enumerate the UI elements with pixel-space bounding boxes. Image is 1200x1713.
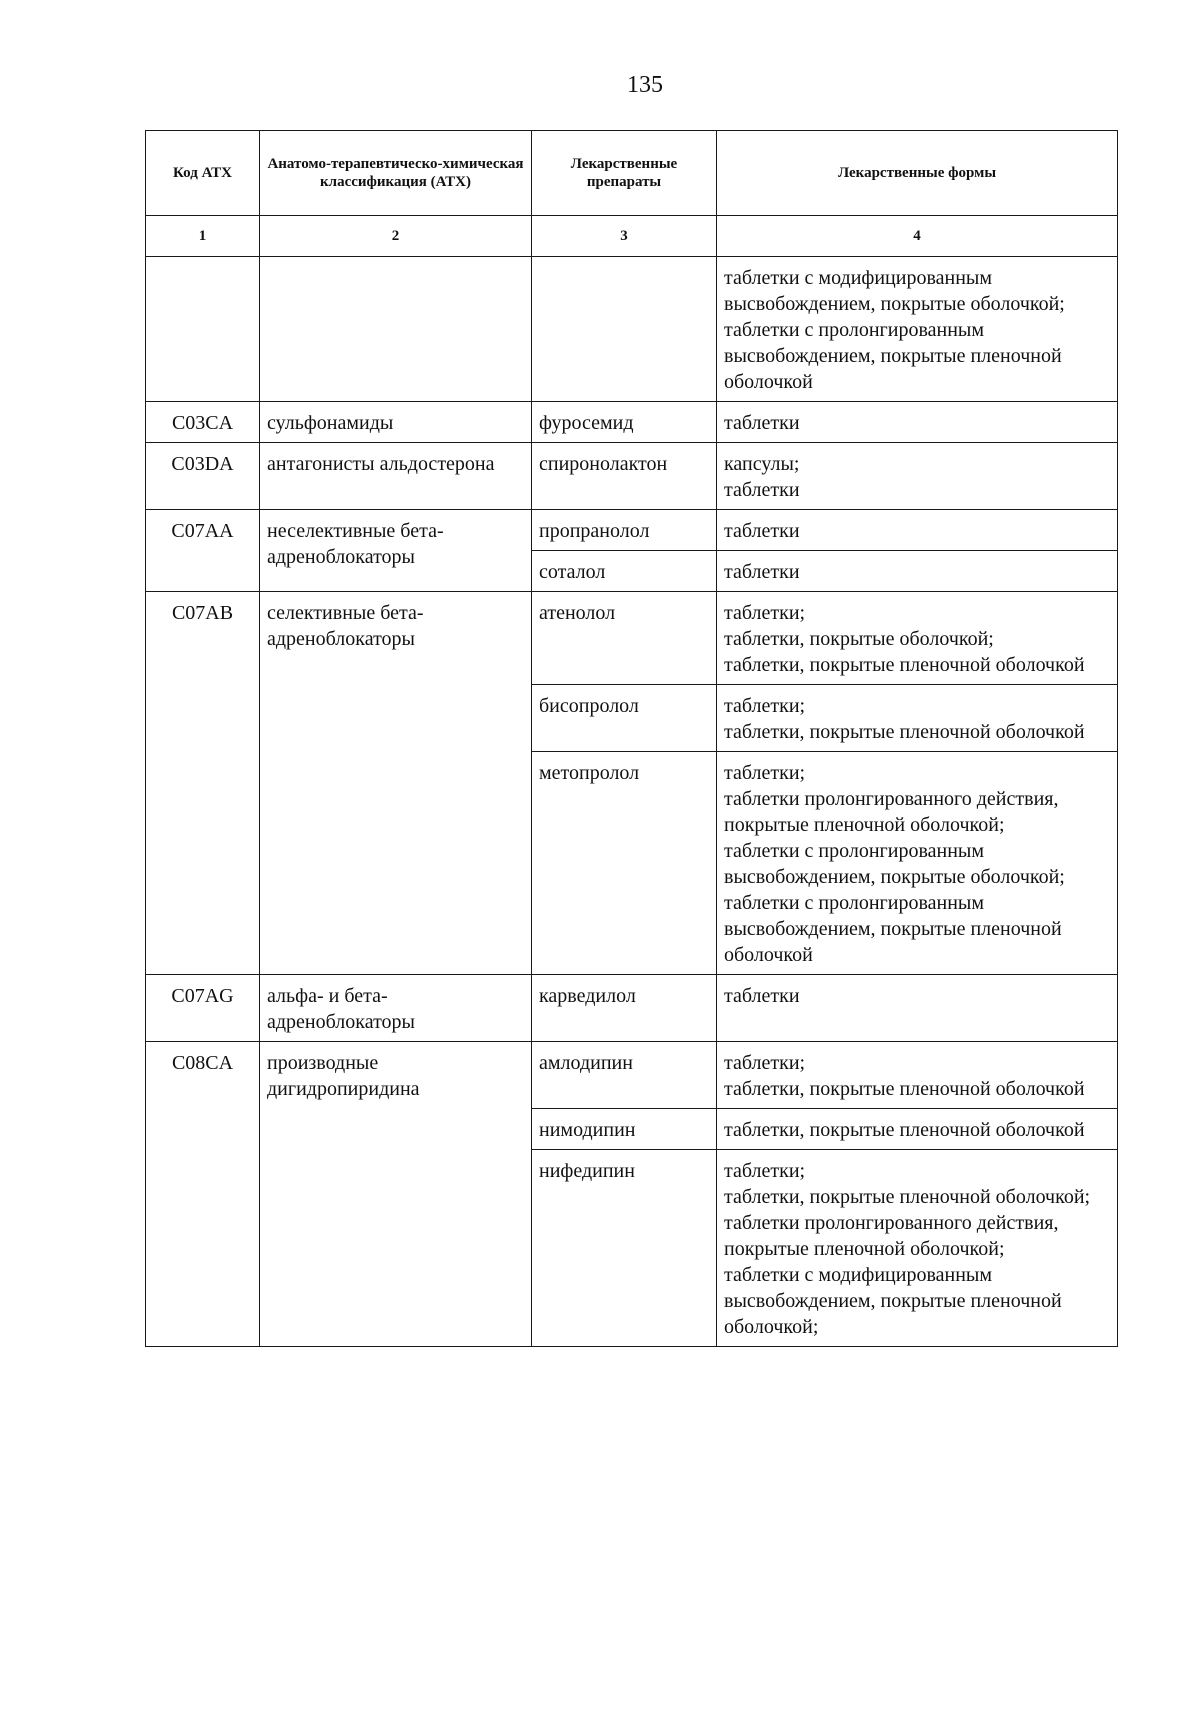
atx-class-cell: антагонисты альдостерона (260, 443, 532, 510)
dosage-form: таблетки (724, 479, 800, 501)
dosage-forms-cell (717, 1150, 1118, 1347)
dosage-form: таблетки (724, 412, 800, 434)
atx-code-cell: C07AB (146, 592, 260, 975)
dosage-form: таблетки с модифицированным высвобождением, покрытые пленочной оболочкой; (724, 1264, 1062, 1338)
drug-name-cell: пропранолол (532, 510, 717, 551)
dosage-form: капсулы; (724, 453, 800, 475)
atx-drug-table (145, 130, 1118, 1347)
dosage-forms-cell (717, 257, 1118, 402)
dosage-forms-cell (717, 592, 1118, 685)
empty-cell (532, 257, 717, 402)
header-atx-code: Код АТХ (146, 131, 260, 216)
dosage-forms-cell (717, 443, 1118, 510)
column-number: 1 (146, 216, 260, 257)
column-number-row (146, 216, 1118, 257)
continuation-row (146, 257, 1118, 402)
dosage-form: таблетки; (724, 695, 806, 717)
atx-code-cell: C03CA (146, 402, 260, 443)
atx-class-cell: сульфонамиды (260, 402, 532, 443)
dosage-form: таблетки с пролонгированным высвобождением, покрытые пленочной оболочкой (724, 319, 1062, 393)
atx-code-cell: C07AG (146, 975, 260, 1042)
table-header-row (146, 131, 1118, 216)
empty-cell (146, 257, 260, 402)
dosage-form: таблетки (724, 561, 800, 583)
atx-class-cell: неселективные бета-адреноблокаторы (260, 510, 532, 592)
table-row (146, 975, 1118, 1042)
atx-class-cell: производные дигидропиридина (260, 1042, 532, 1347)
column-number: 4 (717, 216, 1118, 257)
drug-name-cell: карведилол (532, 975, 717, 1042)
dosage-form: таблетки, покрытые пленочной оболочкой (724, 1078, 1085, 1100)
table-row (146, 402, 1118, 443)
page-number: 135 (627, 72, 663, 98)
atx-class-cell: селективные бета-адреноблокаторы (260, 592, 532, 975)
dosage-forms-cell (717, 685, 1118, 752)
dosage-form: таблетки; (724, 762, 806, 784)
drug-name-cell: метопролол (532, 752, 717, 975)
column-number: 3 (532, 216, 717, 257)
dosage-forms-cell (717, 975, 1118, 1042)
empty-cell (260, 257, 532, 402)
column-number: 2 (260, 216, 532, 257)
atx-code-cell: C07AA (146, 510, 260, 592)
header-drugs: Лекарственные препараты (532, 131, 717, 216)
dosage-forms-cell (717, 402, 1118, 443)
dosage-form: таблетки, покрытые пленочной оболочкой (724, 654, 1085, 676)
drug-name-cell: соталол (532, 551, 717, 592)
drug-name-cell: нифедипин (532, 1150, 717, 1347)
dosage-forms-cell (717, 752, 1118, 975)
dosage-form: таблетки, покрытые пленочной оболочкой (724, 1119, 1085, 1141)
atx-class-cell: альфа- и бета-адреноблокаторы (260, 975, 532, 1042)
drug-name-cell: амлодипин (532, 1042, 717, 1109)
dosage-form: таблетки пролонгированного действия, покрытые пленочной оболочкой; (724, 1212, 1059, 1260)
dosage-forms-cell (717, 1042, 1118, 1109)
atx-code-cell: C08CA (146, 1042, 260, 1347)
dosage-form: таблетки, покрытые пленочной оболочкой; (724, 1186, 1091, 1208)
drug-name-cell: фуросемид (532, 402, 717, 443)
table-row (146, 510, 1118, 551)
dosage-form: таблетки; (724, 1052, 806, 1074)
header-dosage-forms: Лекарственные формы (717, 131, 1118, 216)
dosage-form: таблетки (724, 520, 800, 542)
table-body (146, 257, 1118, 1347)
dosage-form: таблетки, покрытые пленочной оболочкой (724, 721, 1085, 743)
drug-name-cell: нимодипин (532, 1109, 717, 1150)
atx-code-cell: C03DA (146, 443, 260, 510)
dosage-form: таблетки; (724, 602, 806, 624)
dosage-form: таблетки пролонгированного действия, покрытые пленочной оболочкой; (724, 788, 1059, 836)
dosage-form: таблетки (724, 985, 800, 1007)
table-row (146, 443, 1118, 510)
dosage-form: таблетки; (724, 1160, 806, 1182)
table-row (146, 1042, 1118, 1109)
dosage-forms-cell (717, 510, 1118, 551)
dosage-form: таблетки с пролонгированным высвобождением, покрытые пленочной оболочкой (724, 892, 1062, 966)
drug-name-cell: атенолол (532, 592, 717, 685)
dosage-forms-cell (717, 1109, 1118, 1150)
dosage-form: таблетки с пролонгированным высвобождением, покрытые оболочкой; (724, 840, 1065, 888)
dosage-forms-cell (717, 551, 1118, 592)
dosage-form: таблетки с модифицированным высвобождением, покрытые оболочкой; (724, 267, 1065, 315)
drug-name-cell: спиронолактон (532, 443, 717, 510)
table-row (146, 592, 1118, 685)
dosage-form: таблетки, покрытые оболочкой; (724, 628, 994, 650)
header-atx-classification: Анатомо-терапевтическо-химическая классификация (АТХ) (260, 131, 532, 216)
drug-name-cell: бисопролол (532, 685, 717, 752)
